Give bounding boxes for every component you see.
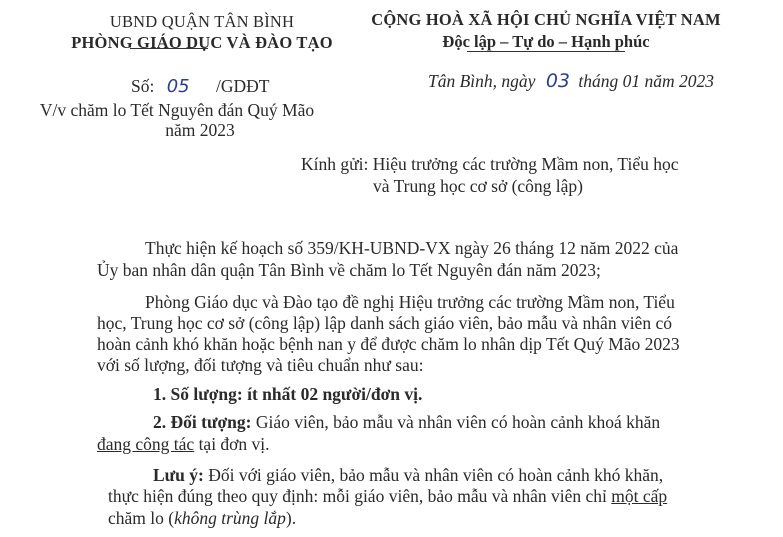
para2-line2: học, Trung học cơ sở (công lập) lập danh sách giáo viên, bảo mẫu và nhân viên có (97, 313, 672, 333)
item-target-text: Giáo viên, bảo mẫu và nhân viên có hoàn cảnh khoá khăn (251, 412, 661, 432)
item-quantity: 1. Số lượng: ít nhất 02 người/đơn vị. (153, 384, 423, 404)
agency-name: UBND QUẬN TÂN BÌNH (109, 12, 295, 31)
note-underlined: một cấp (611, 486, 668, 506)
para2-line1: Phòng Giáo dục và Đào tạo đề nghị Hiệu trưởng các trường Mầm non, Tiểu (145, 292, 675, 312)
subject-line-1: V/v chăm lo Tết Nguyên đán Quý Mão (39, 100, 315, 120)
recipient-text-1: Hiệu trưởng các trường Mầm non, Tiểu học (372, 154, 679, 174)
note-label: Lưu ý: (153, 465, 204, 485)
note-line3-prefix: chăm lo ( (108, 508, 175, 528)
motto-underline (467, 51, 625, 52)
item-target-line1 (153, 412, 660, 433)
item-target-label: 2. Đối tượng: (153, 412, 252, 432)
item-target-underlined: đang công tác (97, 434, 195, 454)
document-number (131, 76, 269, 97)
note-line3-italic: không trùng lắp (174, 508, 286, 528)
item-target-line2 (97, 434, 270, 455)
recipient-line-1 (301, 154, 679, 175)
note-line2 (108, 486, 667, 507)
nation-title: CỘNG HOÀ XÃ HỘI CHỦ NGHĨA VIỆT NAM (371, 10, 721, 29)
number-handwritten: 05 (166, 76, 190, 97)
recipient-label: Kính gửi: (301, 154, 369, 174)
note-text-1: Đối với giáo viên, bảo mẫu và nhân viên có hoàn cảnh khó khăn, (203, 465, 664, 485)
para2-line3: hoàn cảnh khó khăn hoặc bệnh nan y để được chăm lo nhân dịp Tết Quý Mão 2023 (97, 334, 680, 354)
number-prefix: Số: (131, 76, 155, 96)
subject-line-2: năm 2023 (165, 120, 235, 140)
place-date-prefix: Tân Bình, ngày (428, 71, 536, 91)
day-handwritten: 03 (545, 70, 570, 92)
note-line3-suffix: ). (285, 508, 297, 528)
item-target-rest: tại đơn vị. (194, 434, 270, 454)
number-suffix: /GDĐT (216, 76, 270, 96)
place-date (428, 70, 714, 92)
department-underline (130, 48, 208, 49)
place-date-suffix: tháng 01 năm 2023 (578, 71, 714, 91)
note-text-2: thực hiện đúng theo quy định: mỗi giáo viên, bảo mẫu và nhân viên chỉ (108, 486, 612, 506)
note-line1 (153, 465, 663, 486)
national-motto: Độc lập – Tự do – Hạnh phúc (442, 32, 650, 51)
para2-line4: với số lượng, đối tượng và tiêu chuẩn như sau: (97, 355, 424, 375)
recipient-line-2: và Trung học cơ sở (công lập) (373, 176, 584, 196)
note-line3 (108, 508, 296, 529)
para1-line1: Thực hiện kế hoạch số 359/KH-UBND-VX ngày 26 tháng 12 năm 2022 của (145, 238, 679, 258)
department-name: PHÒNG GIÁO DỤC VÀ ĐÀO TẠO (71, 33, 333, 52)
para1-line2: Ủy ban nhân dân quận Tân Bình về chăm lo Tết Nguyên đán năm 2023; (97, 260, 601, 280)
